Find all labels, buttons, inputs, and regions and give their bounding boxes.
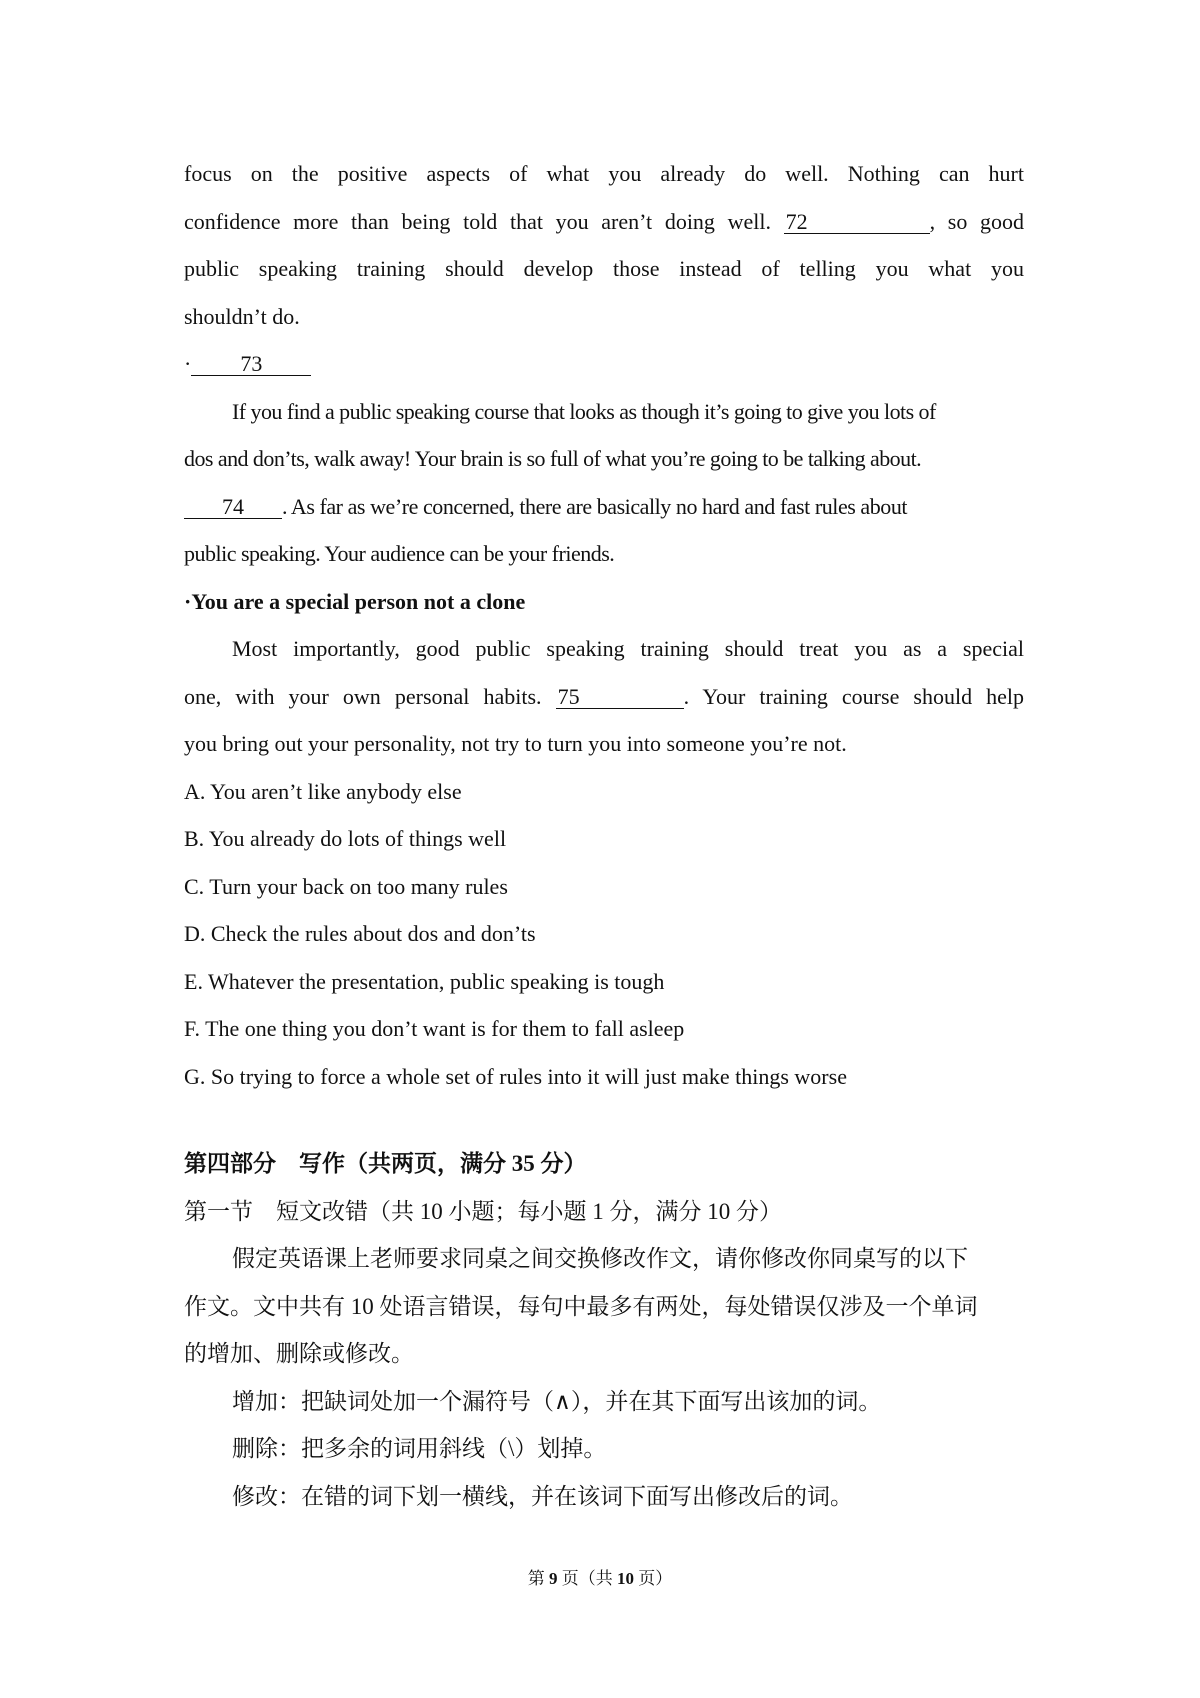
page-content: [184, 150, 1024, 1520]
para1-line2-text: confidence more than being told that you aren’t doing well.: [184, 208, 771, 234]
instruction-delete: 删除：把多余的词用斜线（\）划掉。: [232, 1436, 607, 1461]
option-e: E. Whatever the presentation, public speaking is tough: [184, 968, 665, 994]
answer-blank-73[interactable]: 73: [191, 353, 311, 376]
option-f: F. The one thing you don’t want is for them to fall asleep: [184, 1016, 685, 1041]
instructions-line2: 作文。文中共有 10 处语言错误，每句中最多有两处，每处错误仅涉及一个单词: [184, 1293, 978, 1319]
option-c: C. Turn your back on too many rules: [184, 873, 508, 899]
para3-line3: you bring out your personality, not try to turn you into someone you’re not.: [184, 731, 847, 756]
answer-blank-74[interactable]: 74: [184, 496, 282, 519]
footer-pre: 第: [527, 1569, 545, 1588]
para1-line2: [184, 198, 1024, 246]
footer-page-number: 9: [549, 1569, 558, 1588]
answer-blank-75[interactable]: 75: [556, 686, 684, 709]
para1-line4: shouldn’t do.: [184, 303, 300, 329]
para2-line1: If you find a public speaking course that looks as though it’s going to give you lots of: [232, 398, 936, 424]
page-footer: [0, 1564, 1200, 1589]
para1-line2-tail: , so good: [929, 208, 1024, 234]
para3-line2-text: one, with your own personal habits.: [184, 683, 542, 709]
para2-line4: public speaking. Your audience can be your friends.: [184, 541, 615, 566]
footer-total-pages: 10: [617, 1569, 634, 1588]
para3-line2-tail: . Your training course should help: [683, 683, 1025, 709]
part4-title: 第四部分 写作（共两页，满分 35 分）: [184, 1151, 587, 1176]
footer-post: 页）: [638, 1569, 673, 1588]
option-a: A. You aren’t like anybody else: [184, 778, 462, 804]
para2-line2: dos and don’ts, walk away! Your brain is so full of what you’re going to be talking about.: [184, 446, 922, 471]
bullet-dot: ·: [184, 351, 192, 376]
para1-line1: focus on the positive aspects of what you already do well. Nothing can hurt: [184, 161, 1024, 186]
para1-line3: public speaking training should develop those instead of telling you what you: [184, 256, 1024, 281]
para3-line2: [184, 673, 1024, 721]
para2-line3-text: . As far as we’re concerned, there are basically no hard and fast rules about: [282, 493, 908, 519]
option-b: B. You already do lots of things well: [184, 826, 507, 851]
instructions-line1: 假定英语课上老师要求同桌之间交换修改作文，请你修改你同桌写的以下: [232, 1246, 968, 1271]
heading-special-person: ·You are a special person not a clone: [184, 588, 526, 614]
instruction-add: 增加：把缺词处加一个漏符号（∧），并在其下面写出该加的词。: [232, 1388, 882, 1414]
answer-blank-72[interactable]: 72: [784, 211, 930, 234]
para2-line3: [184, 483, 1024, 531]
para3-line1: Most importantly, good public speaking training should treat you as a special: [232, 636, 1024, 661]
section1-title: 第一节 短文改错（共 10 小题；每小题 1 分，满分 10 分）: [184, 1198, 782, 1224]
option-g: G. So trying to force a whole set of rules into it will just make things worse: [184, 1063, 847, 1089]
option-d: D. Check the rules about dos and don’ts: [184, 921, 536, 946]
section-gap: [184, 1100, 1024, 1140]
footer-mid: 页（共: [561, 1569, 613, 1588]
instruction-modify: 修改：在错的词下划一横线，并在该词下面写出修改后的词。: [232, 1483, 853, 1509]
heading-73: [184, 340, 1024, 388]
instructions-line3: 的增加、删除或修改。: [184, 1341, 414, 1366]
